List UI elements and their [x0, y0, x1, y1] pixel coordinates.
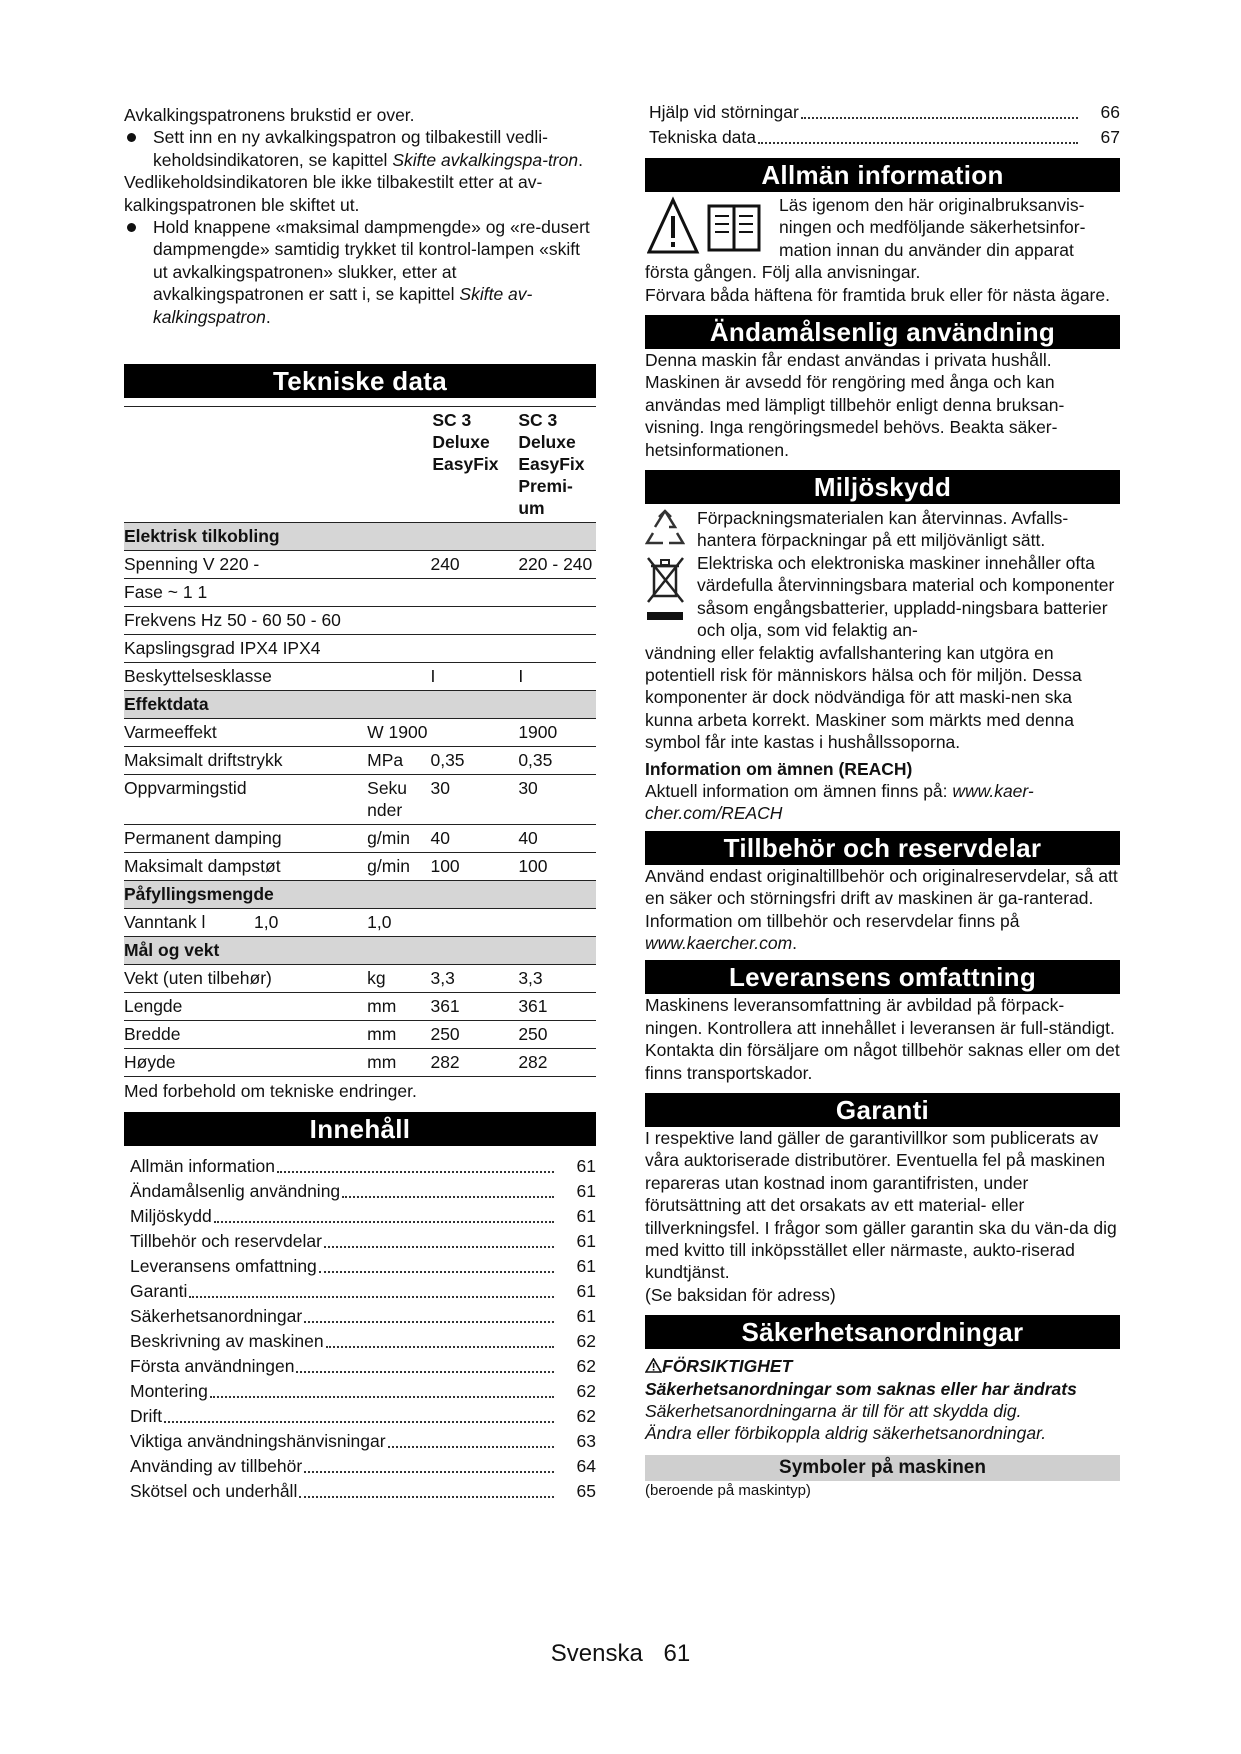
reach-info — [645, 780, 1120, 825]
section-miljoskydd: Miljöskydd — [645, 470, 1120, 504]
accessories-info: Information om tillbehör och reservdelar finns på — [645, 910, 1020, 931]
weee-rest-text: vändning eller felaktig avfallshantering kan utgöra en potentiell risk för människors hälsa och för miljön. Dessa komponenter är dock nödvändiga för att maski-nen ska kunna arbeta korrekt. Maskiner som märkts med denna symbol får inte kastas i hushållssoporna. — [645, 642, 1082, 753]
model-2-label: SC 3 Deluxe EasyFix Premi-um — [518, 410, 585, 519]
footnote: Med forbehold om tekniske endringer. — [124, 1081, 417, 1102]
bullet-1-text: Sett inn en ny avkalkingspatron og tilbakestill vedli-keholdsindikatoren, se kapittel — [153, 127, 548, 170]
toc-item[interactable] — [130, 1479, 596, 1504]
toc-item-label: Drift — [130, 1406, 163, 1427]
tech-cell-unit: W 1900 — [367, 719, 430, 747]
toc-leader-dots — [164, 1421, 554, 1423]
toc-item[interactable] — [130, 1429, 596, 1454]
toc-item[interactable] — [130, 1179, 596, 1204]
section-allman-information: Allmän information — [645, 158, 1120, 192]
tech-cell-v1: 100 — [430, 853, 518, 881]
toc-leader-dots — [304, 1471, 554, 1473]
toc-item-label: Hjälp vid störningar — [649, 102, 799, 122]
caution-heading: Säkerhetsanordningar som saknas eller har ändrats — [645, 1378, 1077, 1399]
tech-cell-v2: 100 — [518, 853, 596, 881]
tech-data-row — [124, 965, 596, 993]
tech-cell-label: Permanent damping — [124, 825, 367, 853]
toc-item[interactable] — [130, 1354, 596, 1379]
toc-item-label: Beskrivning av maskinen — [130, 1331, 324, 1352]
toc-item-label: Allmän information — [130, 1156, 275, 1177]
toc-item[interactable] — [130, 1279, 596, 1304]
tech-group-row — [124, 523, 596, 551]
tech-cell-v2: 30 — [518, 775, 596, 825]
caution-line — [645, 1355, 1120, 1377]
tech-data-row — [124, 853, 596, 881]
tech-table-header — [124, 407, 596, 523]
tech-cell-v1 — [430, 607, 518, 635]
toc-item-page: 61 — [576, 1156, 596, 1177]
tech-cell-v1: 3,3 — [430, 965, 518, 993]
caution-label: FÖRSIKTIGHET — [662, 1356, 793, 1377]
toc-leader-dots — [299, 1496, 554, 1498]
toc-leader-dots — [319, 1271, 554, 1273]
tech-cell-unit: MPa — [367, 747, 430, 775]
crossed-bin-icon — [645, 554, 687, 629]
warranty-address-note: (Se baksidan för adress) — [645, 1284, 836, 1305]
accessories-link-line — [645, 932, 1120, 954]
tech-cell-v1 — [430, 909, 518, 937]
toc-leader-dots — [214, 1221, 554, 1223]
toc-item[interactable] — [130, 1379, 596, 1404]
tech-cell-label: Maksimalt dampstøt — [124, 853, 367, 881]
toc-leader-dots — [342, 1196, 554, 1198]
tech-cell-unit: g/min — [367, 853, 430, 881]
tech-cell-unit: mm — [367, 1021, 430, 1049]
model-1-label: SC 3 Deluxe EasyFix — [432, 410, 499, 475]
tech-cell-v1: 282 — [430, 1049, 518, 1077]
tech-cell-label: Kapslingsgrad IPX4 IPX4 — [124, 635, 367, 663]
tech-cell-label: Lengde — [124, 993, 367, 1021]
toc-item-page: 61 — [576, 1181, 596, 1202]
toc-item-label: Använding av tillbehör — [130, 1456, 303, 1477]
intended-use-text: Denna maskin får endast användas i privata hushåll. Maskinen är avsedd för rengöring med ånga och kan användas med lämpligt tillbehör enligt denna bruksan-visning. Inga rengöringsmedel behövs. Beakta säker-hetsinformationen. — [645, 350, 1065, 460]
tech-cell-v2: I — [518, 663, 596, 691]
tech-cell-v2: 282 — [518, 1049, 596, 1077]
toc-item-label: Miljöskydd — [130, 1206, 212, 1227]
tech-cell-label: Varmeeffekt — [124, 719, 367, 747]
toc-item-page: 62 — [576, 1331, 596, 1352]
tech-cell-v2: 361 — [518, 993, 596, 1021]
intro-line: Avkalkingspatronens brukstid er over. — [124, 105, 415, 125]
bullet-dot — [127, 223, 136, 232]
tech-cell-v2: 40 — [518, 825, 596, 853]
tech-cell-unit — [367, 551, 430, 579]
tech-cell-v2 — [518, 607, 596, 635]
tech-table-body — [124, 523, 596, 1077]
toc-item[interactable] — [130, 1304, 596, 1329]
recycle-icon — [645, 507, 685, 556]
toc-leader-dots — [210, 1396, 554, 1398]
tech-cell-v2: 3,3 — [518, 965, 596, 993]
tech-cell-v1: 240 — [430, 551, 518, 579]
bullet-1 — [124, 126, 596, 171]
subsection-symboler: Symboler på maskinen — [645, 1455, 1120, 1481]
toc-item-label: Första användningen — [130, 1356, 295, 1377]
toc-item-label: Tekniska data — [649, 127, 757, 147]
tech-cell-label: Spenning V 220 - — [124, 551, 367, 579]
toc-item-label: Säkerhetsanordningar — [130, 1306, 303, 1327]
bullet-2-ref: Skifte av-kalkingspatron — [153, 284, 533, 327]
tech-data-row — [124, 775, 596, 825]
tech-data-table — [124, 406, 596, 1077]
toc-item-page: 61 — [576, 1231, 596, 1252]
tech-cell-v2: 0,35 — [518, 747, 596, 775]
toc-item-page: 62 — [576, 1381, 596, 1402]
tech-data-row — [124, 1049, 596, 1077]
manual-notice-rest: första gången. Följ alla anvisningar. — [645, 262, 921, 283]
toc-item[interactable] — [649, 100, 1120, 125]
tech-cell-label: Vekt (uten tilbehør) — [124, 965, 367, 993]
keep-manual-text: Förvara båda häftena för framtida bruk eller för nästa ägare. — [645, 284, 1110, 305]
tech-cell-v1 — [430, 579, 518, 607]
header-model-1 — [367, 407, 518, 523]
toc-leader-dots — [277, 1171, 554, 1173]
tech-cell-unit — [367, 579, 430, 607]
tech-cell-unit: Seku nder — [367, 775, 430, 825]
tech-data-row — [124, 635, 596, 663]
caution-line-2: Ändra eller förbikoppla aldrig säkerhetsanordningar. — [645, 1423, 1047, 1444]
tech-cell-v1: 0,35 — [430, 747, 518, 775]
toc-item-label: Leveransens omfattning — [130, 1256, 317, 1277]
warning-triangle-icon — [647, 196, 767, 258]
tech-cell-v1: 361 — [430, 993, 518, 1021]
toc-leader-dots — [296, 1371, 554, 1373]
toc-item-page: 63 — [576, 1431, 596, 1452]
tech-cell-unit: 1,0 — [367, 909, 430, 937]
reach-link[interactable]: www.kaer-cher.com/REACH — [645, 780, 1034, 824]
toc-item[interactable] — [130, 1454, 596, 1479]
tech-cell-unit: kg — [367, 965, 430, 993]
toc-item-label: Skötsel och underhåll — [130, 1481, 298, 1502]
header-model-2 — [518, 407, 596, 523]
toc-item-label: Viktiga användningshänvisningar — [130, 1431, 386, 1452]
toc-leader-dots — [758, 142, 1078, 144]
tech-data-row — [124, 993, 596, 1021]
toc-leader-dots — [304, 1321, 554, 1323]
tech-cell-label: Fase ~ 1 1 — [124, 579, 367, 607]
toc-leader-dots — [388, 1446, 554, 1448]
tech-cell-v1: 250 — [430, 1021, 518, 1049]
tech-cell-v1 — [430, 719, 518, 747]
bullet-2-text: Hold knappene «maksimal dampmengde» og «re-dusert dampmengde» samtidig trykket til kontrol-lampen «skift ut avkalkingspatronen» slukker, etter at avkalkingspatronen er satt i, se kapittel — [153, 217, 590, 305]
link-end: . — [792, 932, 798, 953]
tech-group-row — [124, 881, 596, 909]
toc-leader-dots — [801, 117, 1078, 119]
toc-item-label: Garanti — [130, 1281, 188, 1302]
recycle-notice — [645, 507, 1120, 552]
tech-group-label: Elektrisk tilkobling — [124, 523, 596, 551]
tech-cell-label: Vanntank l 1,0 — [124, 909, 367, 937]
para-2: Vedlikeholdsindikatoren ble ikke tilbakestilt etter at av-kalkingspatronen ble skiftet ut. — [124, 172, 543, 215]
footer-page-number: 61 — [663, 1640, 691, 1667]
caution-line-1: Säkerhetsanordningarna är till för att skydda dig. — [645, 1401, 1022, 1422]
tech-group-row — [124, 937, 596, 965]
reach-text: Aktuell information om ämnen finns på: — [645, 780, 953, 801]
tech-cell-v2 — [518, 579, 596, 607]
tech-group-label: Mål og vekt — [124, 937, 596, 965]
tech-cell-v2: 1900 — [518, 719, 596, 747]
accessories-text: Använd endast originaltillbehör och originalreservdelar, så att en säker och störningsfri drift av maskinen är ga-ranterad. — [645, 865, 1118, 909]
warning-manual-icons — [647, 196, 767, 263]
toc-item-page: 62 — [576, 1356, 596, 1377]
reach-title: Information om ämnen (REACH) — [645, 758, 913, 779]
section-tekniske-data: Tekniske data — [124, 364, 596, 398]
tech-data-row — [124, 747, 596, 775]
toc-item-page: 65 — [576, 1481, 596, 1502]
tech-cell-unit: mm — [367, 993, 430, 1021]
toc-item[interactable] — [130, 1229, 596, 1254]
toc-item-page: 61 — [576, 1281, 596, 1302]
toc-leader-dots — [189, 1296, 554, 1298]
caution-triangle-icon — [645, 1358, 662, 1373]
table-of-contents-cont — [645, 100, 1120, 150]
tech-data-row — [124, 551, 596, 579]
toc-item-page: 61 — [576, 1306, 596, 1327]
weee-text: Elektriska och elektroniska maskiner innehåller ofta värdefulla återvinningsbara material och komponenter såsom engångsbatterier, uppladd-ningsbara batterier och olja, som vid felaktig an- — [697, 552, 1115, 641]
tech-data-row — [124, 1021, 596, 1049]
toc-item-label: Montering — [130, 1381, 208, 1402]
section-leveransens-omfattning: Leveransens omfattning — [645, 960, 1120, 994]
tech-cell-unit: mm — [367, 1049, 430, 1077]
toc-item-page: 61 — [576, 1206, 596, 1227]
tech-data-row — [124, 719, 596, 747]
tech-data-row — [124, 663, 596, 691]
tech-cell-label: Frekvens Hz 50 - 60 50 - 60 — [124, 607, 367, 635]
tech-data-row — [124, 909, 596, 937]
tech-cell-v1: 40 — [430, 825, 518, 853]
tech-cell-label: Oppvarmingstid — [124, 775, 367, 825]
tech-data-row — [124, 579, 596, 607]
toc-item[interactable] — [130, 1329, 596, 1354]
tech-cell-v2: 220 - 240 — [518, 551, 596, 579]
tech-cell-unit: g/min — [367, 825, 430, 853]
weee-notice — [645, 552, 1120, 642]
kaercher-link[interactable]: www.kaercher.com — [645, 932, 793, 953]
right-column — [645, 104, 1120, 1501]
toc-item-label: Tillbehör och reservdelar — [130, 1231, 322, 1252]
section-garanti: Garanti — [645, 1093, 1120, 1127]
tech-cell-v2 — [518, 635, 596, 663]
tech-group-row — [124, 691, 596, 719]
tech-group-label: Påfyllingsmengde — [124, 881, 596, 909]
tech-cell-v2: 250 — [518, 1021, 596, 1049]
scope-of-delivery-text: Maskinens leveransomfattning är avbildad på förpack-ningen. Kontrollera att innehållet i leveransen är full-ständigt. Kontakta din försäljare om något tillbehör saknas eller om det finns transportskador. — [645, 995, 1120, 1083]
bullet-2 — [124, 216, 596, 328]
section-andamalsenlig-anvandning: Ändamålsenlig användning — [645, 315, 1120, 349]
left-column — [124, 104, 596, 1504]
toc-item[interactable] — [130, 1404, 596, 1429]
manual-notice — [645, 194, 1120, 261]
bullet-2-end: . — [265, 306, 271, 327]
toc-item-page: 66 — [1100, 102, 1120, 122]
bullet-1-ref: Skifte avkalkingspa-tron — [392, 149, 579, 170]
section-sakerhetsanordningar: Säkerhetsanordningar — [645, 1315, 1120, 1349]
toc-leader-dots — [324, 1246, 554, 1248]
tech-cell-unit — [367, 635, 430, 663]
toc-item-page: 61 — [576, 1256, 596, 1277]
tech-cell-unit — [367, 607, 430, 635]
tech-data-row — [124, 607, 596, 635]
tech-cell-v2 — [518, 909, 596, 937]
tech-cell-label: Bredde — [124, 1021, 367, 1049]
toc-item-page: 62 — [576, 1406, 596, 1427]
footer-language: Svenska — [550, 1640, 643, 1667]
manual-notice-text: Läs igenom den här originalbruksanvis-ningen och medföljande säkerhetsinfor-mation innan du använder din apparat — [779, 195, 1086, 260]
toc-item[interactable] — [130, 1204, 596, 1229]
toc-item-label: Ändamålsenlig användning — [130, 1181, 341, 1202]
tech-cell-label: Maksimalt driftstrykk — [124, 747, 367, 775]
toc-item[interactable] — [649, 125, 1120, 150]
toc-item-page: 67 — [1100, 127, 1120, 147]
toc-item[interactable] — [130, 1254, 596, 1279]
machine-type-note: (beroende på maskintyp) — [645, 1481, 811, 1499]
tech-group-label: Effektdata — [124, 691, 596, 719]
tech-cell-v1 — [430, 635, 518, 663]
page-footer — [0, 1640, 1241, 1668]
toc-leader-dots — [326, 1346, 554, 1348]
tech-cell-label: Beskyttelsesklasse — [124, 663, 367, 691]
manual-book-icon — [709, 206, 759, 250]
tech-data-row — [124, 825, 596, 853]
header-blank — [124, 407, 367, 523]
tech-cell-label: Høyde — [124, 1049, 367, 1077]
bullet-1-end: . — [578, 149, 583, 170]
recycle-text: Förpackningsmaterialen kan återvinnas. Avfalls-hantera förpackningar på ett miljövänligt sätt. — [697, 508, 1069, 551]
tech-cell-v1: I — [430, 663, 518, 691]
section-innehall: Innehåll — [124, 1112, 596, 1146]
toc-item[interactable] — [130, 1154, 596, 1179]
toc-item-page: 64 — [576, 1456, 596, 1477]
bullet-dot — [127, 133, 136, 142]
section-tillbehor: Tillbehör och reservdelar — [645, 831, 1120, 865]
table-of-contents — [124, 1154, 596, 1504]
warranty-text: I respektive land gäller de garantivillkor som publicerats av våra auktoriserade distributörer. Eventuella fel på maskinen repareras utan kostnad inom garantifristen, under förutsättning att det orsakats av ett material- eller tillverkningsfel. I frågor som gäller garantin ska du vän-da dig med kvitto till inköpsstället eller närmaste, aukto-riserad kundtjänst. — [645, 1128, 1117, 1283]
tech-cell-v1: 30 — [430, 775, 518, 825]
tech-cell-unit — [367, 663, 430, 691]
